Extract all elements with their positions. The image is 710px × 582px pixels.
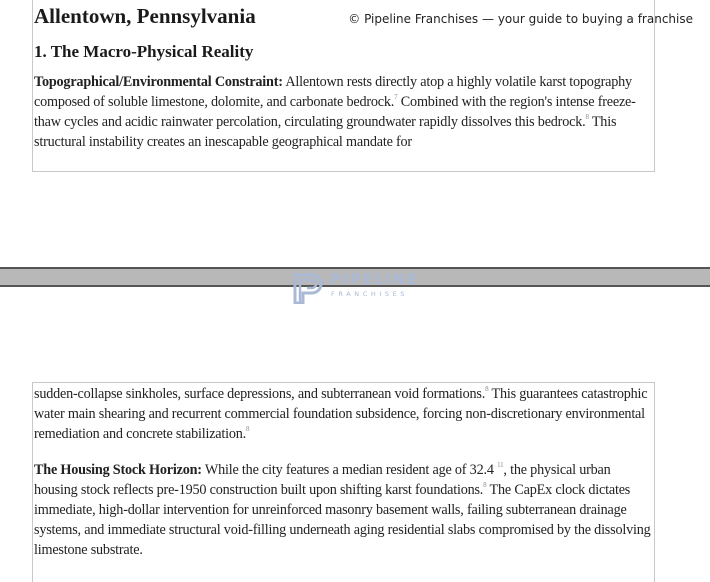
paragraph-text: , the physical urban housing stock reflects pre-1950 construction built upon shifting karst foundations. (34, 462, 611, 498)
footnote-ref[interactable]: 8 (483, 481, 487, 489)
paragraph-lead: The Housing Stock Horizon: (34, 462, 202, 478)
paragraph-housing-stock (34, 460, 654, 560)
logo-wordmark: PIPELINE (330, 272, 420, 288)
section-heading: 1. The Macro-Physical Reality (34, 42, 254, 61)
footnote-ref[interactable]: 11 (497, 461, 504, 469)
paragraph-text: This structural instability creates an inescapable geographical mandate for (34, 114, 617, 150)
paragraph-text: While the city features a median resident age of 32.4 (201, 462, 498, 478)
document-title: Allentown, Pennsylvania (34, 4, 256, 28)
footnote-ref[interactable]: 8 (246, 425, 250, 433)
logo-subtitle: FRANCHISES (331, 290, 409, 298)
paragraph-lead: Topographical/Environmental Constraint: (34, 74, 283, 90)
paragraph-continued (34, 384, 654, 444)
paragraph-text: The CapEx clock dictates immediate, high-dollar intervention for unreinforced masonry basement walls, failing subterranean drainage systems, and immediate structural void-filling underneath aging residential slabs compromised by the dissolving limestone substrate. (34, 482, 651, 558)
footnote-ref[interactable]: 8 (585, 113, 589, 121)
pipeline-logo-icon (292, 270, 326, 304)
document-page-bottom (32, 382, 655, 582)
copyright-watermark: © Pipeline Franchises — your guide to buying a franchise (348, 12, 693, 26)
paragraph-text: Allentown rests directly atop a highly volatile karst topography composed of soluble limestone, dolomite, and carbonate bedrock. (34, 74, 632, 110)
footnote-ref[interactable]: 7 (394, 93, 398, 101)
paragraph-text: sudden-collapse sinkholes, surface depressions, and subterranean void formations. (34, 386, 486, 402)
footnote-ref[interactable]: 8 (485, 385, 489, 393)
paragraph-text: This guarantees catastrophic water main shearing and recurrent commercial foundation subsidence, forcing non-discretionary environmental remediation and concrete stabilization. (34, 386, 648, 442)
paragraph-text: Combined with the region's intense freeze-thaw cycles and acidic rainwater percolation, circulating groundwater rapidly dissolves this bedrock. (34, 94, 636, 130)
paragraph-topographical-constraint (34, 72, 654, 152)
pipeline-franchises-logo (292, 268, 432, 304)
